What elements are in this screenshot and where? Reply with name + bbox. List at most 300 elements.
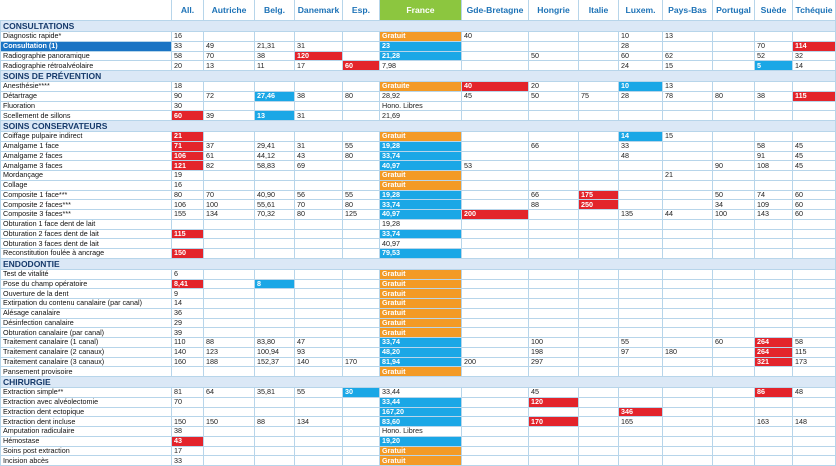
row-label: Scellement de sillons bbox=[1, 111, 172, 121]
price-cell bbox=[713, 32, 755, 42]
price-cell bbox=[343, 417, 380, 427]
price-cell bbox=[579, 328, 619, 338]
table-row bbox=[1, 279, 836, 289]
price-cell bbox=[204, 328, 255, 338]
price-cell bbox=[663, 111, 713, 121]
row-label: Amalgame 1 face bbox=[1, 141, 172, 151]
price-cell bbox=[755, 180, 793, 190]
price-cell bbox=[462, 190, 529, 200]
price-cell: 88 bbox=[529, 200, 579, 210]
price-cell bbox=[295, 299, 343, 309]
price-cell bbox=[343, 32, 380, 42]
price-cell bbox=[579, 427, 619, 437]
price-cell bbox=[529, 407, 579, 417]
price-cell bbox=[295, 367, 343, 377]
price-cell: 23 bbox=[380, 41, 462, 51]
price-cell bbox=[579, 446, 619, 456]
price-cell: 175 bbox=[579, 190, 619, 200]
price-cell bbox=[793, 111, 836, 121]
column-header: Italie bbox=[579, 0, 619, 21]
price-cell: 121 bbox=[172, 161, 204, 171]
row-label: Obturation canalaire (par canal) bbox=[1, 328, 172, 338]
price-cell bbox=[204, 436, 255, 446]
price-cell bbox=[462, 328, 529, 338]
price-cell: 55 bbox=[295, 388, 343, 398]
price-cell: 20 bbox=[529, 82, 579, 92]
price-cell: 83,80 bbox=[255, 338, 295, 348]
price-cell bbox=[295, 308, 343, 318]
price-cell: 58 bbox=[172, 51, 204, 61]
price-cell bbox=[713, 318, 755, 328]
price-cell: Gratuit bbox=[380, 367, 462, 377]
price-cell: 24 bbox=[619, 61, 663, 71]
price-cell bbox=[793, 180, 836, 190]
price-cell bbox=[462, 132, 529, 142]
price-cell: Gratuit bbox=[380, 318, 462, 328]
price-cell bbox=[529, 289, 579, 299]
price-cell bbox=[663, 249, 713, 259]
price-cell bbox=[793, 299, 836, 309]
price-cell: 40,97 bbox=[380, 210, 462, 220]
price-cell bbox=[713, 289, 755, 299]
price-cell: 66 bbox=[529, 141, 579, 151]
price-cell bbox=[462, 427, 529, 437]
row-label: Anesthésie**** bbox=[1, 82, 172, 92]
price-cell bbox=[255, 456, 295, 466]
price-cell: 106 bbox=[172, 200, 204, 210]
price-cell: 86 bbox=[755, 388, 793, 398]
price-cell: 9 bbox=[172, 289, 204, 299]
price-cell bbox=[462, 249, 529, 259]
price-cell bbox=[579, 397, 619, 407]
price-cell bbox=[204, 249, 255, 259]
price-cell bbox=[663, 417, 713, 427]
price-cell: 88 bbox=[255, 417, 295, 427]
price-cell: 21,69 bbox=[380, 111, 462, 121]
table-row bbox=[1, 151, 836, 161]
price-cell: 70 bbox=[204, 190, 255, 200]
price-cell bbox=[295, 289, 343, 299]
price-cell bbox=[343, 101, 380, 111]
price-cell bbox=[755, 367, 793, 377]
price-cell: 48,20 bbox=[380, 347, 462, 357]
price-cell bbox=[755, 446, 793, 456]
price-cell bbox=[619, 161, 663, 171]
price-cell bbox=[663, 161, 713, 171]
row-label: Extraction simple** bbox=[1, 388, 172, 398]
section-header bbox=[1, 121, 836, 132]
price-cell bbox=[713, 367, 755, 377]
table-row bbox=[1, 357, 836, 367]
price-cell: 29 bbox=[172, 318, 204, 328]
price-cell bbox=[529, 229, 579, 239]
price-cell: 170 bbox=[529, 417, 579, 427]
price-cell bbox=[255, 407, 295, 417]
price-cell: 114 bbox=[793, 41, 836, 51]
price-cell bbox=[619, 101, 663, 111]
price-cell: 6 bbox=[172, 269, 204, 279]
price-cell bbox=[579, 51, 619, 61]
price-cell: 50 bbox=[713, 190, 755, 200]
price-cell bbox=[579, 151, 619, 161]
price-cell: 13 bbox=[204, 61, 255, 71]
price-cell bbox=[793, 308, 836, 318]
price-cell bbox=[579, 41, 619, 51]
price-cell: Gratuit bbox=[380, 289, 462, 299]
price-cell bbox=[255, 229, 295, 239]
price-cell bbox=[529, 446, 579, 456]
price-cell bbox=[255, 101, 295, 111]
price-cell: 13 bbox=[663, 82, 713, 92]
price-cell bbox=[529, 456, 579, 466]
price-cell bbox=[255, 289, 295, 299]
price-cell: 167,20 bbox=[380, 407, 462, 417]
price-cell bbox=[255, 328, 295, 338]
price-cell bbox=[172, 239, 204, 249]
price-cell: 17 bbox=[172, 446, 204, 456]
price-cell bbox=[793, 289, 836, 299]
price-cell bbox=[755, 456, 793, 466]
price-cell: 33,44 bbox=[380, 397, 462, 407]
price-cell: 160 bbox=[172, 357, 204, 367]
price-cell: 16 bbox=[172, 180, 204, 190]
table-row bbox=[1, 289, 836, 299]
price-cell bbox=[172, 367, 204, 377]
price-cell bbox=[619, 190, 663, 200]
price-cell: 106 bbox=[172, 151, 204, 161]
price-cell: 33 bbox=[172, 456, 204, 466]
price-cell bbox=[619, 269, 663, 279]
price-cell bbox=[255, 308, 295, 318]
price-cell bbox=[579, 132, 619, 142]
row-label: Soins post extraction bbox=[1, 446, 172, 456]
price-cell bbox=[255, 171, 295, 181]
price-cell bbox=[529, 32, 579, 42]
price-cell bbox=[295, 436, 343, 446]
price-cell: 135 bbox=[619, 210, 663, 220]
price-cell bbox=[619, 328, 663, 338]
table-row bbox=[1, 308, 836, 318]
table-row bbox=[1, 51, 836, 61]
price-cell: 125 bbox=[343, 210, 380, 220]
table-row bbox=[1, 111, 836, 121]
price-cell: 19,28 bbox=[380, 141, 462, 151]
price-cell: 27,46 bbox=[255, 91, 295, 101]
price-cell bbox=[343, 407, 380, 417]
price-cell bbox=[343, 249, 380, 259]
price-cell bbox=[793, 269, 836, 279]
price-cell bbox=[529, 239, 579, 249]
price-cell bbox=[713, 407, 755, 417]
price-cell bbox=[619, 456, 663, 466]
price-cell bbox=[755, 436, 793, 446]
price-cell bbox=[663, 200, 713, 210]
price-cell bbox=[579, 82, 619, 92]
price-cell bbox=[343, 161, 380, 171]
price-cell bbox=[579, 219, 619, 229]
price-cell bbox=[663, 367, 713, 377]
price-cell bbox=[663, 229, 713, 239]
price-cell: 148 bbox=[793, 417, 836, 427]
table-row bbox=[1, 171, 836, 181]
price-cell bbox=[755, 171, 793, 181]
price-cell bbox=[529, 269, 579, 279]
price-cell: 39 bbox=[204, 111, 255, 121]
price-cell bbox=[713, 151, 755, 161]
price-cell bbox=[343, 436, 380, 446]
section-title: SOINS CONSERVATEURS bbox=[1, 121, 836, 132]
price-cell bbox=[343, 132, 380, 142]
price-cell bbox=[295, 82, 343, 92]
price-cell bbox=[204, 101, 255, 111]
row-label: Pansement provisoire bbox=[1, 367, 172, 377]
price-cell: 75 bbox=[579, 91, 619, 101]
price-cell bbox=[343, 279, 380, 289]
price-cell: 60 bbox=[343, 61, 380, 71]
price-cell: 18 bbox=[172, 82, 204, 92]
price-cell bbox=[462, 111, 529, 121]
price-cell bbox=[462, 219, 529, 229]
row-label: Consultation (1) bbox=[1, 41, 172, 51]
price-cell bbox=[204, 397, 255, 407]
price-cell bbox=[793, 229, 836, 239]
price-cell bbox=[713, 61, 755, 71]
price-cell: 19 bbox=[172, 171, 204, 181]
price-cell: Hono. Libres bbox=[380, 101, 462, 111]
price-cell bbox=[663, 388, 713, 398]
price-cell: 79,53 bbox=[380, 249, 462, 259]
price-cell bbox=[204, 279, 255, 289]
price-cell bbox=[204, 180, 255, 190]
row-label: Diagnostic rapide* bbox=[1, 32, 172, 42]
price-cell: 82 bbox=[204, 161, 255, 171]
price-cell bbox=[713, 328, 755, 338]
price-cell bbox=[343, 397, 380, 407]
price-cell bbox=[529, 299, 579, 309]
price-cell bbox=[172, 407, 204, 417]
price-cell bbox=[462, 279, 529, 289]
price-cell: 80 bbox=[343, 91, 380, 101]
table-row bbox=[1, 32, 836, 42]
price-cell: 58 bbox=[793, 338, 836, 348]
table-row bbox=[1, 190, 836, 200]
price-cell: 48 bbox=[793, 388, 836, 398]
price-cell: 80 bbox=[713, 91, 755, 101]
price-cell: 17 bbox=[295, 61, 343, 71]
column-header: Portugal bbox=[713, 0, 755, 21]
price-cell bbox=[793, 249, 836, 259]
price-cell bbox=[663, 357, 713, 367]
price-cell bbox=[755, 82, 793, 92]
price-cell bbox=[204, 318, 255, 328]
price-cell: 40 bbox=[462, 32, 529, 42]
price-cell bbox=[619, 239, 663, 249]
price-cell bbox=[579, 111, 619, 121]
price-cell bbox=[204, 171, 255, 181]
price-cell bbox=[579, 61, 619, 71]
price-cell bbox=[619, 318, 663, 328]
price-cell: 20 bbox=[172, 61, 204, 71]
row-label: Hémostase bbox=[1, 436, 172, 446]
table-row bbox=[1, 318, 836, 328]
price-cell bbox=[204, 219, 255, 229]
row-label: Détartrage bbox=[1, 91, 172, 101]
price-cell bbox=[713, 456, 755, 466]
price-cell bbox=[619, 180, 663, 190]
column-header: Pays-Bas bbox=[663, 0, 713, 21]
price-cell bbox=[529, 249, 579, 259]
price-cell: 90 bbox=[172, 91, 204, 101]
price-cell: 8 bbox=[255, 279, 295, 289]
row-label: Ouverture de la dent bbox=[1, 289, 172, 299]
price-cell: Gratuite bbox=[380, 82, 462, 92]
price-cell: 5 bbox=[755, 61, 793, 71]
price-cell bbox=[713, 249, 755, 259]
price-cell: 38 bbox=[172, 427, 204, 437]
price-cell bbox=[529, 101, 579, 111]
price-cell bbox=[663, 338, 713, 348]
price-cell bbox=[755, 328, 793, 338]
price-cell bbox=[343, 171, 380, 181]
price-cell bbox=[462, 141, 529, 151]
price-cell: 173 bbox=[793, 357, 836, 367]
price-cell: 33,74 bbox=[380, 151, 462, 161]
price-cell bbox=[255, 32, 295, 42]
price-cell: Gratuit bbox=[380, 299, 462, 309]
price-cell bbox=[343, 446, 380, 456]
price-cell: 58 bbox=[755, 141, 793, 151]
price-cell: 321 bbox=[755, 357, 793, 367]
table-row bbox=[1, 417, 836, 427]
price-cell bbox=[462, 229, 529, 239]
price-cell bbox=[579, 180, 619, 190]
price-cell: 70 bbox=[204, 51, 255, 61]
price-cell bbox=[619, 249, 663, 259]
price-cell: 31 bbox=[295, 141, 343, 151]
price-cell bbox=[295, 456, 343, 466]
price-cell: Hono. Libres bbox=[380, 427, 462, 437]
price-cell: 200 bbox=[462, 210, 529, 220]
price-cell: Gratuit bbox=[380, 456, 462, 466]
price-cell: 38 bbox=[255, 51, 295, 61]
price-cell: 80 bbox=[343, 200, 380, 210]
price-cell bbox=[579, 347, 619, 357]
table-row bbox=[1, 180, 836, 190]
table-body bbox=[1, 21, 836, 466]
price-cell: 74 bbox=[755, 190, 793, 200]
price-cell: 14 bbox=[172, 299, 204, 309]
table-row bbox=[1, 91, 836, 101]
price-cell: 91 bbox=[755, 151, 793, 161]
table-row bbox=[1, 219, 836, 229]
price-cell: 28,92 bbox=[380, 91, 462, 101]
price-cell bbox=[462, 239, 529, 249]
price-cell bbox=[713, 41, 755, 51]
price-cell bbox=[529, 41, 579, 51]
price-cell bbox=[343, 82, 380, 92]
price-cell bbox=[793, 367, 836, 377]
price-cell: Gratuit bbox=[380, 328, 462, 338]
price-cell bbox=[462, 318, 529, 328]
price-cell: 19,28 bbox=[380, 190, 462, 200]
price-cell bbox=[462, 388, 529, 398]
price-cell bbox=[295, 171, 343, 181]
price-cell: 198 bbox=[529, 347, 579, 357]
section-header bbox=[1, 258, 836, 269]
price-cell: 78 bbox=[663, 91, 713, 101]
price-cell bbox=[793, 407, 836, 417]
price-cell: 55 bbox=[619, 338, 663, 348]
price-cell bbox=[255, 299, 295, 309]
price-cell bbox=[529, 308, 579, 318]
price-cell: 97 bbox=[619, 347, 663, 357]
table-row bbox=[1, 200, 836, 210]
price-cell bbox=[343, 328, 380, 338]
price-cell bbox=[462, 367, 529, 377]
row-label: Obturation 1 face dent de lait bbox=[1, 219, 172, 229]
price-cell: 40,97 bbox=[380, 239, 462, 249]
price-cell bbox=[529, 436, 579, 446]
price-cell bbox=[172, 219, 204, 229]
price-cell bbox=[755, 132, 793, 142]
price-cell: 31 bbox=[295, 111, 343, 121]
price-cell: 100 bbox=[529, 338, 579, 348]
price-cell bbox=[343, 219, 380, 229]
price-cell bbox=[663, 407, 713, 417]
price-cell: 70 bbox=[172, 397, 204, 407]
price-cell bbox=[755, 269, 793, 279]
price-cell bbox=[713, 357, 755, 367]
price-cell bbox=[713, 171, 755, 181]
price-cell bbox=[793, 328, 836, 338]
price-cell: 150 bbox=[204, 417, 255, 427]
price-cell bbox=[663, 239, 713, 249]
price-cell bbox=[529, 279, 579, 289]
price-cell: 44 bbox=[663, 210, 713, 220]
price-cell bbox=[793, 446, 836, 456]
price-cell bbox=[529, 210, 579, 220]
price-cell bbox=[579, 357, 619, 367]
price-cell: 43 bbox=[295, 151, 343, 161]
column-header: France bbox=[380, 0, 462, 21]
price-cell bbox=[579, 318, 619, 328]
table-row bbox=[1, 249, 836, 259]
price-cell: 140 bbox=[172, 347, 204, 357]
price-cell: 152,37 bbox=[255, 357, 295, 367]
price-cell bbox=[663, 101, 713, 111]
price-cell bbox=[579, 388, 619, 398]
price-cell bbox=[793, 219, 836, 229]
price-cell bbox=[619, 446, 663, 456]
price-cell bbox=[462, 171, 529, 181]
price-cell bbox=[462, 338, 529, 348]
price-cell bbox=[713, 427, 755, 437]
price-cell: 60 bbox=[713, 338, 755, 348]
price-cell: 40,90 bbox=[255, 190, 295, 200]
row-label: Composite 1 face*** bbox=[1, 190, 172, 200]
price-cell: 38 bbox=[295, 91, 343, 101]
table-row bbox=[1, 229, 836, 239]
price-cell bbox=[295, 132, 343, 142]
price-cell: 60 bbox=[793, 210, 836, 220]
price-cell: 81,94 bbox=[380, 357, 462, 367]
price-cell bbox=[755, 318, 793, 328]
price-cell: 55 bbox=[343, 141, 380, 151]
price-cell: 45 bbox=[793, 161, 836, 171]
row-label: Alésage canalaire bbox=[1, 308, 172, 318]
price-cell: 19,20 bbox=[380, 436, 462, 446]
section-title: CHIRURGIE bbox=[1, 377, 836, 388]
